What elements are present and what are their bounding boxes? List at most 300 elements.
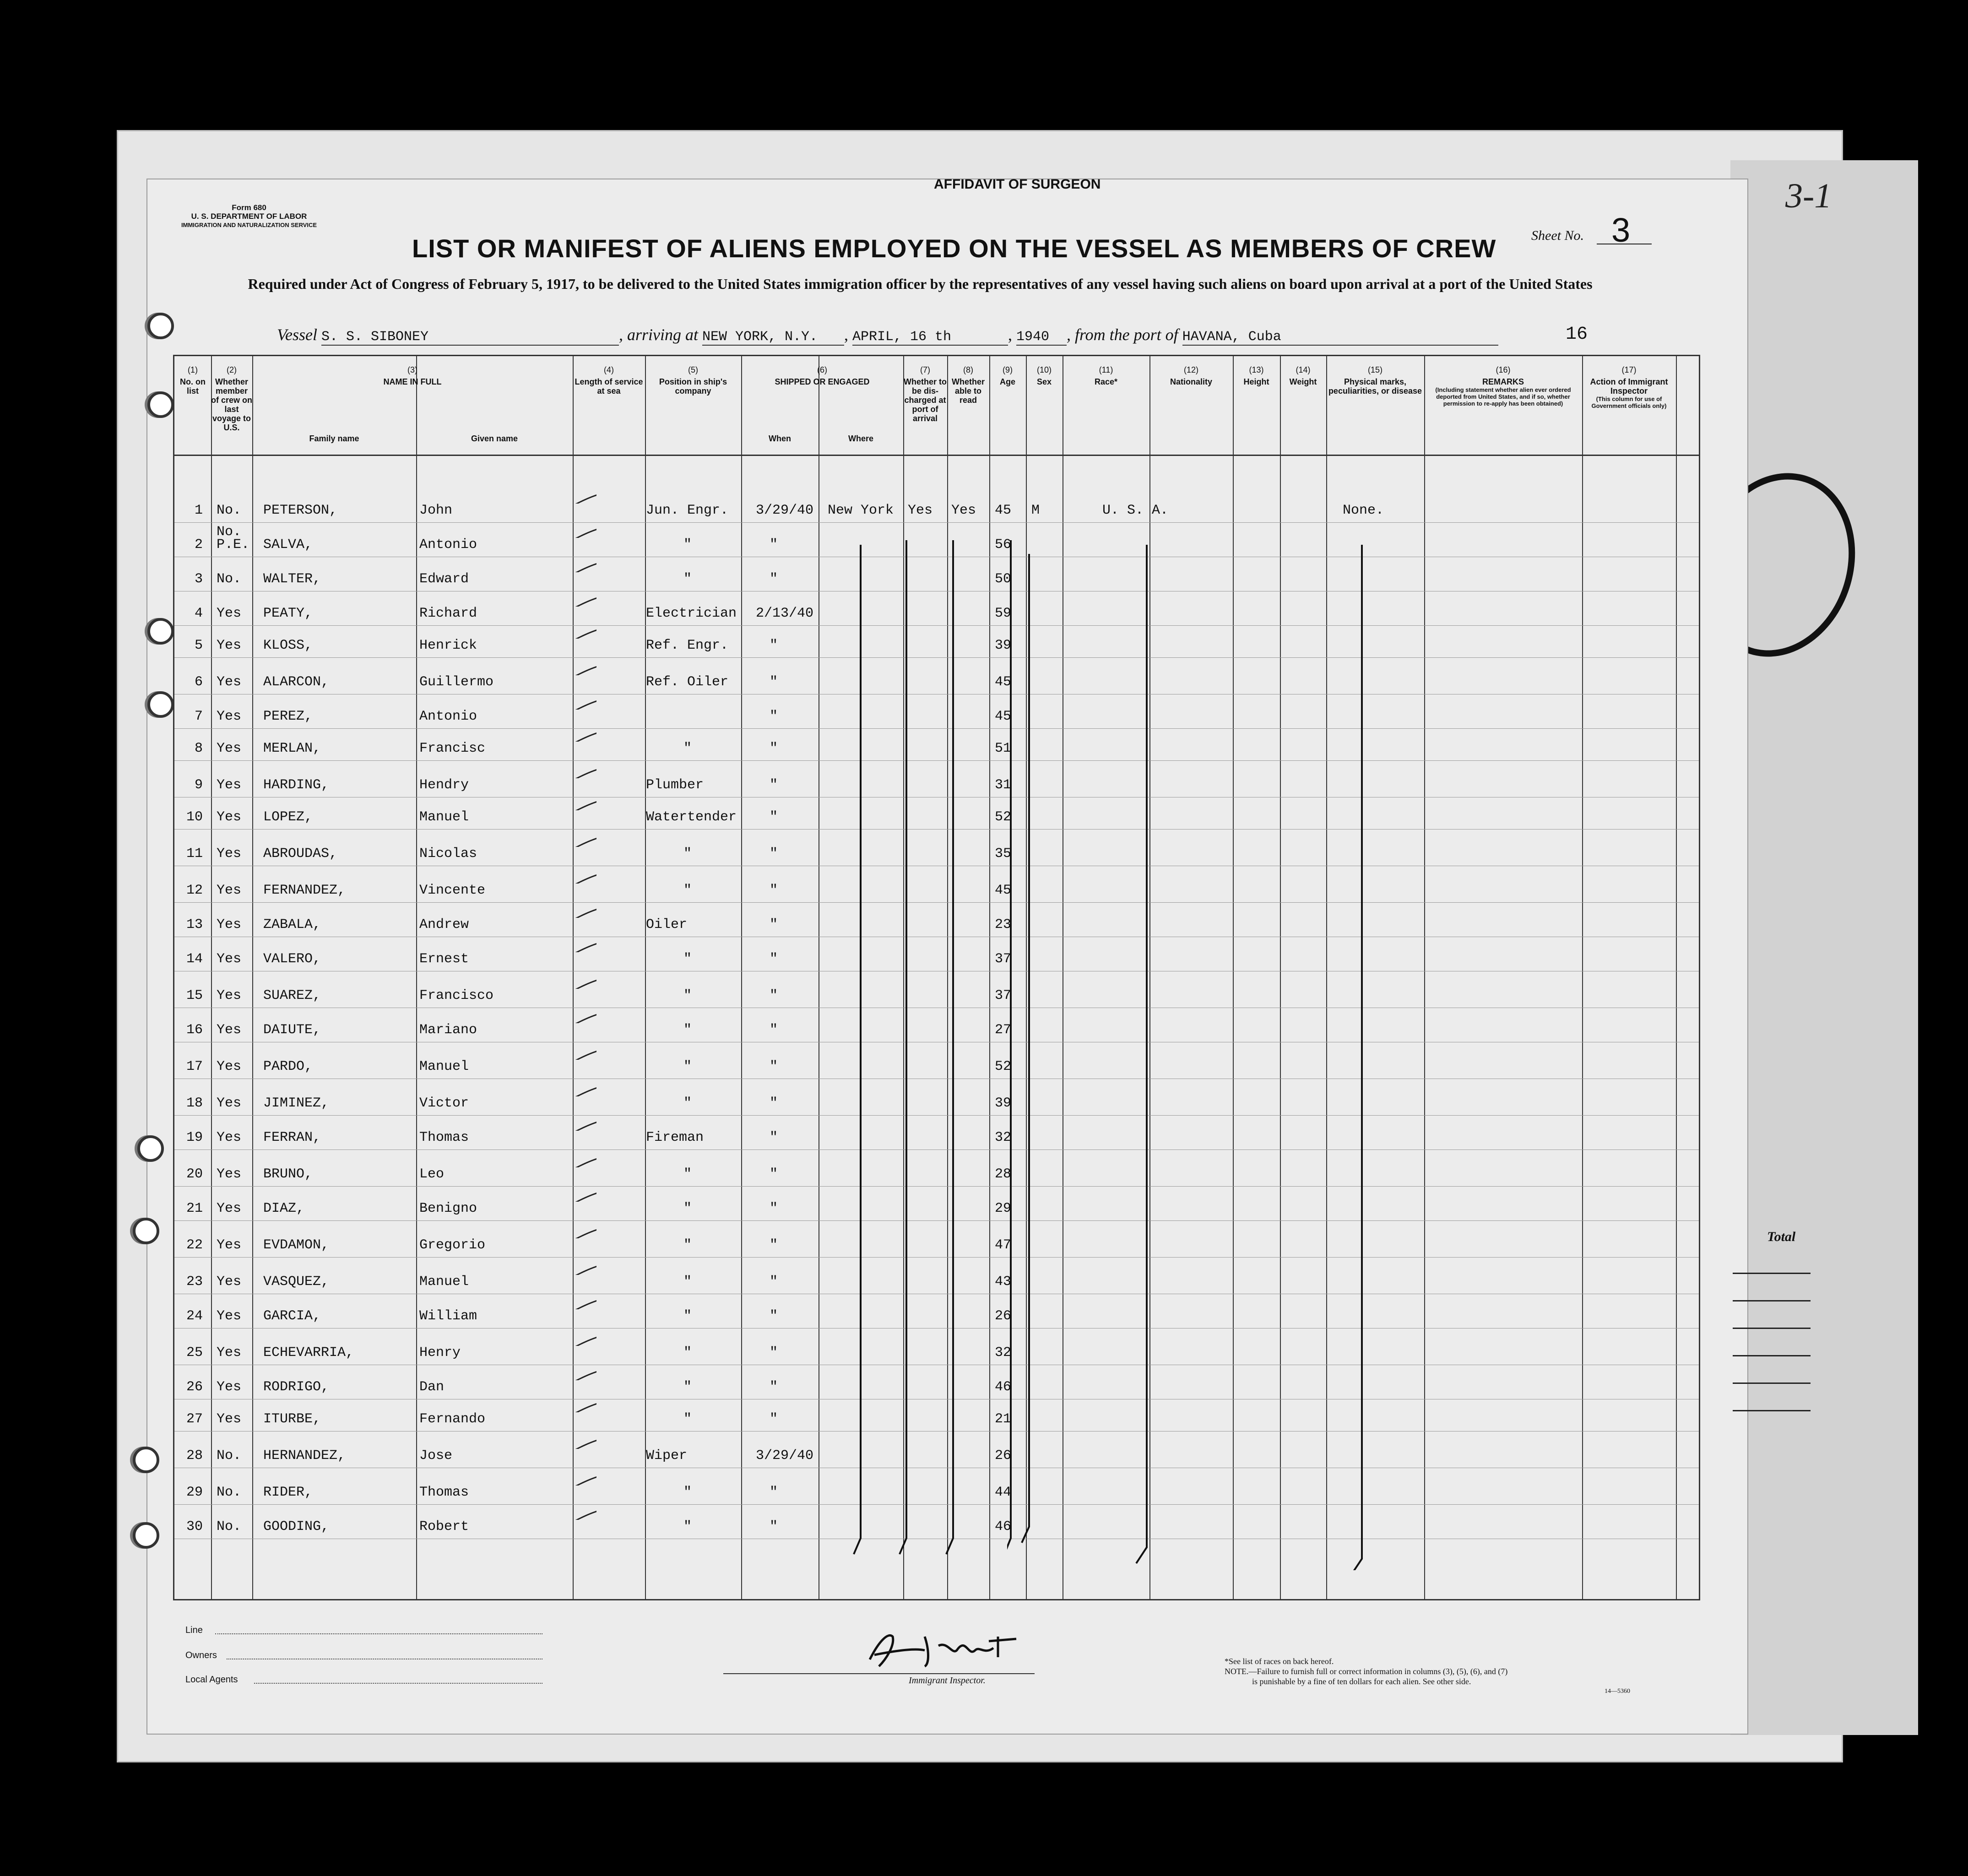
length-of-service-mark: [569, 1298, 596, 1309]
cell-given: Thomas: [419, 1485, 469, 1500]
cell-no: 1: [194, 503, 203, 518]
cell-no: 30: [186, 1519, 203, 1534]
total-line: [1733, 1383, 1811, 1384]
cell-age: 52: [995, 1059, 1012, 1074]
length-of-service-mark: [569, 1401, 596, 1412]
cell-no: 6: [194, 674, 203, 690]
cell-marks: None.: [1343, 503, 1384, 518]
cell-family: RODRIGO,: [263, 1379, 330, 1395]
cell-no: 17: [186, 1059, 203, 1074]
hdr-discharged: (7) Whether to be dis-charged at port of arrival: [904, 365, 947, 423]
cell-given: Manuel: [419, 1059, 469, 1074]
cell-when: ": [770, 1519, 778, 1534]
cell-when: ": [770, 1485, 778, 1500]
cell-when: ": [770, 1274, 778, 1290]
cell-age: 56: [995, 537, 1012, 553]
cell-no: 13: [186, 917, 203, 933]
line-label: Line: [185, 1625, 203, 1635]
length-of-service-mark: [569, 527, 596, 538]
punch-hole: [133, 1447, 159, 1473]
cell-when: ": [770, 1308, 778, 1324]
cell-age: 37: [995, 988, 1012, 1003]
length-of-service-mark: [569, 941, 596, 952]
arrival-year: 1940: [1016, 329, 1067, 346]
cell-no: 2: [194, 537, 203, 553]
total-line: [1733, 1273, 1811, 1274]
arrival-date: APRIL, 16 th: [852, 329, 1008, 346]
length-of-service-mark: [569, 767, 596, 778]
cell-age: 26: [995, 1448, 1012, 1464]
cell-family: MERLAN,: [263, 741, 321, 756]
cell-last: Yes: [217, 674, 242, 690]
cell-position: Ref. Engr.: [646, 638, 729, 653]
cell-family: GARCIA,: [263, 1308, 321, 1324]
cell-when: ": [770, 1022, 778, 1038]
length-of-service-mark: [569, 873, 596, 884]
failure-note: NOTE.—Failure to furnish full or correct information in columns (3), (5), (6), and (7): [1225, 1667, 1508, 1676]
cell-age: 45: [995, 503, 1012, 518]
punch-hole: [147, 313, 174, 339]
local-agents-field: [254, 1683, 542, 1684]
cell-no: 19: [186, 1130, 203, 1145]
punch-hole: [133, 1218, 159, 1244]
cell-last: Yes: [217, 1308, 242, 1324]
cell-position: ": [683, 1095, 692, 1111]
cell-age: 32: [995, 1130, 1012, 1145]
length-of-service-mark: [569, 1191, 596, 1202]
cell-last: Yes: [217, 709, 242, 724]
cell-family: HERNANDEZ,: [263, 1448, 346, 1464]
arrival-port: NEW YORK, N.Y.: [702, 329, 844, 346]
cell-given: Mariano: [419, 1022, 477, 1038]
col-divider: [741, 356, 742, 1599]
cell-discharged: Yes: [908, 503, 933, 518]
cell-position: Watertender: [646, 809, 737, 825]
col-divider: [211, 356, 212, 1599]
cell-when: ": [770, 1130, 778, 1145]
cell-when: ": [770, 741, 778, 756]
cell-family: JIMINEZ,: [263, 1095, 330, 1111]
corner-mark: 3-1: [1785, 177, 1832, 215]
cell-position: ": [683, 1022, 692, 1038]
arriving-label: , arriving at: [618, 325, 698, 344]
cell-age: 23: [995, 917, 1012, 933]
length-of-service-mark: [569, 1475, 596, 1486]
cell-position: ": [683, 537, 692, 553]
cell-last: Yes: [217, 846, 242, 862]
cell-no: 8: [194, 741, 203, 756]
cell-when: ": [770, 1166, 778, 1182]
vessel-label: Vessel: [277, 325, 317, 344]
cell-family: SALVA,: [263, 537, 313, 553]
cell-family: RIDER,: [263, 1485, 313, 1500]
cell-when: ": [770, 1059, 778, 1074]
cell-given: Dan: [419, 1379, 445, 1395]
hdr-inspector-action: (17) Action of Immigrant Inspector (This column for use of Government officials only): [1590, 365, 1668, 409]
length-of-service-mark: [569, 799, 596, 810]
cell-given: John: [419, 503, 453, 518]
punch-hole: [133, 1522, 159, 1549]
length-of-service-mark: [569, 1509, 596, 1520]
hdr-race: (11) Race*: [1094, 365, 1118, 386]
cell-last: No.: [217, 571, 242, 587]
total-line: [1733, 1410, 1811, 1411]
cell-read: Yes: [951, 503, 976, 518]
cell-family: PEREZ,: [263, 709, 313, 724]
cell-when: ": [770, 1345, 778, 1361]
cell-given: Leo: [419, 1166, 445, 1182]
cell-last: Yes: [217, 1059, 242, 1074]
cell-when: ": [770, 674, 778, 690]
cell-given: Nicolas: [419, 846, 477, 862]
sheet-label: Sheet No.: [1531, 228, 1584, 243]
cell-position: Plumber: [646, 777, 704, 793]
total-line: [1733, 1300, 1811, 1301]
cell-when: ": [770, 1201, 778, 1216]
owners-label: Owners: [185, 1650, 217, 1660]
cell-when: ": [770, 1237, 778, 1253]
cell-family: ALARCON,: [263, 674, 330, 690]
cell-age: 59: [995, 606, 1012, 621]
cell-sex: M: [1031, 503, 1040, 518]
cell-position: ": [683, 1201, 692, 1216]
cell-last: Yes: [217, 917, 242, 933]
cell-position: ": [683, 988, 692, 1003]
cell-last: Yes: [217, 1237, 242, 1253]
cell-position: ": [683, 1379, 692, 1395]
length-of-service-mark: [569, 1438, 596, 1449]
cell-given: Vincente: [419, 883, 486, 898]
cell-age: 43: [995, 1274, 1012, 1290]
cell-given: Antonio: [419, 709, 477, 724]
hdr-where: Where: [848, 434, 873, 443]
hdr-able-read: (8) Whether able to read: [952, 365, 985, 405]
cell-when: ": [770, 709, 778, 724]
cell-last: Yes: [217, 1130, 242, 1145]
fine-note: is punishable by a fine of ten dollars for each alien. See other side.: [1252, 1677, 1471, 1686]
length-of-service-mark: [569, 1227, 596, 1238]
cell-when: 3/29/40: [756, 1448, 814, 1464]
hdr-height: (13) Height: [1243, 365, 1269, 386]
cell-family: ITURBE,: [263, 1411, 321, 1427]
cell-no: 7: [194, 709, 203, 724]
cell-nationality: U. S. A.: [1102, 503, 1169, 518]
cell-family: DAIUTE,: [263, 1022, 321, 1038]
cell-position: Electrician: [646, 606, 737, 621]
length-of-service-mark: [569, 1264, 596, 1275]
cell-position: ": [683, 741, 692, 756]
cell-given: Robert: [419, 1519, 469, 1534]
cell-family: DIAZ,: [263, 1201, 305, 1216]
cell-given: Henry: [419, 1345, 461, 1361]
cell-when: ": [770, 951, 778, 967]
cell-family: PARDO,: [263, 1059, 313, 1074]
cell-age: 37: [995, 951, 1012, 967]
vessel-count: 16: [1566, 324, 1588, 345]
cell-age: 46: [995, 1519, 1012, 1534]
cell-no: 5: [194, 638, 203, 653]
cell-position: ": [683, 1485, 692, 1500]
cell-last: Yes: [217, 1379, 242, 1395]
hdr-nationality: (12) Nationality: [1170, 365, 1212, 386]
punch-hole: [147, 691, 174, 718]
cell-when: ": [770, 537, 778, 553]
cell-family: HARDING,: [263, 777, 330, 793]
length-of-service-mark: [569, 1369, 596, 1380]
cell-no: 26: [186, 1379, 203, 1395]
cell-last: Yes: [217, 951, 242, 967]
total-line: [1733, 1328, 1811, 1329]
cell-age: 51: [995, 741, 1012, 756]
inspector-signature: [861, 1623, 1053, 1673]
cell-given: Thomas: [419, 1130, 469, 1145]
hdr-physical-marks: (15) Physical marks, peculiarities, or disease: [1328, 365, 1422, 396]
cell-given: Benigno: [419, 1201, 477, 1216]
length-of-service-mark: [569, 1120, 596, 1131]
cell-position: ": [683, 1411, 692, 1427]
cell-no: 10: [186, 809, 203, 825]
cell-age: 52: [995, 809, 1012, 825]
form-subtitle: Required under Act of Congress of February 5, 1917, to be delivered to the United States immigration officer by the representatives of any vessel having such aliens on board upon arrival at a port of the United States: [248, 276, 1593, 292]
length-of-service-mark: [569, 731, 596, 742]
length-of-service-mark: [569, 664, 596, 675]
cell-position: ": [683, 1166, 692, 1182]
cell-no: 18: [186, 1095, 203, 1111]
cell-last: No.: [217, 1448, 242, 1464]
line-field: [215, 1633, 542, 1634]
cell-given: Guillermo: [419, 674, 494, 690]
hdr-sex: (10) Sex: [1036, 365, 1052, 386]
cell-given: Manuel: [419, 809, 469, 825]
cell-family: VASQUEZ,: [263, 1274, 330, 1290]
cell-no: 9: [194, 777, 203, 793]
cell-no: 25: [186, 1345, 203, 1361]
cell-family: ZABALA,: [263, 917, 321, 933]
local-agents-label: Local Agents: [185, 1675, 238, 1685]
cell-family: FERRAN,: [263, 1130, 321, 1145]
cell-age: 32: [995, 1345, 1012, 1361]
cell-family: FERNANDEZ,: [263, 883, 346, 898]
row-rule: [174, 522, 1699, 523]
continuation-lines-right: [1007, 540, 1923, 1570]
cell-no: 28: [186, 1448, 203, 1464]
signature-line: [723, 1673, 1035, 1674]
race-note: *See list of races on back hereof.: [1225, 1657, 1334, 1666]
cell-given: Andrew: [419, 917, 469, 933]
cell-age: 39: [995, 638, 1012, 653]
affidavit-heading: AFFIDAVIT OF SURGEON: [934, 177, 1101, 192]
footer-notes: [1225, 1656, 1630, 1697]
cell-position: ": [683, 571, 692, 587]
cell-family: BRUNO,: [263, 1166, 313, 1182]
cell-position: ": [683, 1345, 692, 1361]
cell-last: Yes: [217, 741, 242, 756]
cell-last: Yes: [217, 606, 242, 621]
cell-last: Yes: [217, 1166, 242, 1182]
punch-hole: [137, 1135, 164, 1162]
cell-given: Richard: [419, 606, 477, 621]
length-of-service-mark: [569, 561, 596, 572]
cell-when: ": [770, 1379, 778, 1395]
cell-position: ": [683, 1519, 692, 1534]
from-label: , from the port of: [1067, 325, 1178, 344]
inspector-label: Immigrant Inspector.: [909, 1675, 986, 1686]
cell-when: ": [770, 1095, 778, 1111]
cell-last: Yes: [217, 1345, 242, 1361]
length-of-service-mark: [569, 907, 596, 918]
hdr-last-voyage: (2) Whether member of crew on last voyage to U.S.: [211, 365, 253, 432]
hdr-name: (3) NAME IN FULL: [383, 365, 442, 386]
cell-when: ": [770, 846, 778, 862]
cell-age: 31: [995, 777, 1012, 793]
service: IMMIGRATION AND NATURALIZATION SERVICE: [181, 222, 317, 228]
cell-last: Yes: [217, 809, 242, 825]
cell-last: Yes: [217, 988, 242, 1003]
cell-when: ": [770, 571, 778, 587]
department: U. S. DEPARTMENT OF LABOR: [191, 212, 307, 221]
cell-when: ": [770, 988, 778, 1003]
hdr-no: (1) No. on list: [180, 365, 206, 396]
cell-age: 45: [995, 883, 1012, 898]
cell-no: 4: [194, 606, 203, 621]
cell-last: No.: [217, 503, 242, 518]
cell-given: Jose: [419, 1448, 453, 1464]
cell-no: 11: [186, 846, 203, 862]
cell-when: ": [770, 883, 778, 898]
cell-age: 44: [995, 1485, 1012, 1500]
length-of-service-mark: [569, 1012, 596, 1023]
cell-age: 26: [995, 1308, 1012, 1324]
cell-when: ": [770, 1411, 778, 1427]
cell-age: 50: [995, 571, 1012, 587]
col-divider: [416, 356, 417, 1599]
cell-no: 15: [186, 988, 203, 1003]
cell-last: Yes: [217, 1022, 242, 1038]
cell-position: Fireman: [646, 1130, 704, 1145]
length-of-service-mark: [569, 1156, 596, 1167]
cell-age: 21: [995, 1411, 1012, 1427]
cell-family: SUAREZ,: [263, 988, 321, 1003]
cell-when: ": [770, 638, 778, 653]
length-of-service-mark: [569, 1335, 596, 1346]
col-divider: [252, 356, 253, 1599]
punch-hole: [147, 391, 174, 418]
length-of-service-mark: [569, 596, 596, 607]
length-of-service-mark: [569, 493, 596, 504]
cell-age: 45: [995, 709, 1012, 724]
cell-position: ": [683, 1237, 692, 1253]
cell-given: Henrick: [419, 638, 477, 653]
cell-age: 47: [995, 1237, 1012, 1253]
cell-position: ": [683, 1274, 692, 1290]
cell-last: Yes: [217, 1201, 242, 1216]
cell-position: ": [683, 846, 692, 862]
hdr-remarks: (16) REMARKS (Including statement whether alien ever ordered deported from United States, and if so, whether permission to re-apply has been obtained): [1435, 365, 1571, 407]
cell-position: Oiler: [646, 917, 688, 933]
hdr-when: When: [769, 434, 791, 443]
cell-age: 27: [995, 1022, 1012, 1038]
cell-given: Francisco: [419, 988, 494, 1003]
cell-last: No. P.E.: [217, 524, 250, 553]
cell-family: ECHEVARRIA,: [263, 1345, 354, 1361]
hdr-age: (9) Age: [999, 365, 1015, 386]
cell-last: Yes: [217, 1411, 242, 1427]
cell-no: 12: [186, 883, 203, 898]
cell-given: Victor: [419, 1095, 469, 1111]
cell-age: 46: [995, 1379, 1012, 1395]
cell-last: Yes: [217, 1095, 242, 1111]
total-label: Total: [1767, 1229, 1796, 1244]
cell-given: Edward: [419, 571, 469, 587]
total-line: [1733, 1355, 1811, 1356]
length-of-service-mark: [569, 1049, 596, 1060]
length-of-service-mark: [569, 836, 596, 847]
cell-position: ": [683, 883, 692, 898]
cell-given: Fernando: [419, 1411, 486, 1427]
cell-position: Jun. Engr.: [646, 503, 729, 518]
cell-when: ": [770, 777, 778, 793]
cell-age: 28: [995, 1166, 1012, 1182]
cell-no: 22: [186, 1237, 203, 1253]
cell-given: Antonio: [419, 537, 477, 553]
form-number: Form 680: [232, 203, 266, 212]
vessel-name: S. S. SIBONEY: [321, 329, 619, 346]
form-number-block: [181, 203, 317, 229]
hdr-family-name: Family name: [309, 434, 359, 443]
col-divider: [645, 356, 646, 1599]
length-of-service-mark: [569, 699, 596, 710]
cell-when: 2/13/40: [756, 606, 814, 621]
cell-last: No.: [217, 1485, 242, 1500]
length-of-service-mark: [569, 978, 596, 989]
cell-position: ": [683, 1059, 692, 1074]
cell-position: ": [683, 951, 692, 967]
cell-family: LOPEZ,: [263, 809, 313, 825]
cell-last: Yes: [217, 777, 242, 793]
cell-no: 24: [186, 1308, 203, 1324]
cell-age: 39: [995, 1095, 1012, 1111]
hdr-length-service: (4) Length of service at sea: [575, 365, 643, 396]
cell-given: William: [419, 1308, 477, 1324]
cell-given: Gregorio: [419, 1237, 486, 1253]
cell-given: Hendry: [419, 777, 469, 793]
cell-position: ": [683, 1308, 692, 1324]
cell-given: Francisc: [419, 741, 486, 756]
cell-last: No.: [217, 1519, 242, 1534]
cell-no: 14: [186, 951, 203, 967]
cell-family: GOODING,: [263, 1519, 330, 1534]
cell-where: New York: [828, 503, 894, 518]
hdr-given-name: Given name: [471, 434, 518, 443]
cell-family: EVDAMON,: [263, 1237, 330, 1253]
cell-last: Yes: [217, 1274, 242, 1290]
cell-no: 20: [186, 1166, 203, 1182]
length-of-service-mark: [569, 1085, 596, 1096]
cell-when: 3/29/40: [756, 503, 814, 518]
cell-age: 45: [995, 674, 1012, 690]
cell-family: WALTER,: [263, 571, 321, 587]
cell-position: Wiper: [646, 1448, 688, 1464]
cell-given: Manuel: [419, 1274, 469, 1290]
punch-hole: [147, 618, 174, 645]
length-of-service-mark: [569, 628, 596, 639]
vessel-line: Vessel S. S. SIBONEY , arriving at NEW YORK, N.Y. , APRIL, 16 th , 1940 , from the port of HAVANA, Cuba: [277, 325, 1498, 346]
departure-port: HAVANA, Cuba: [1182, 329, 1498, 346]
cell-family: VALERO,: [263, 951, 321, 967]
cell-family: PEATY,: [263, 606, 313, 621]
cell-family: ABROUDAS,: [263, 846, 338, 862]
cell-position: Ref. Oiler: [646, 674, 729, 690]
